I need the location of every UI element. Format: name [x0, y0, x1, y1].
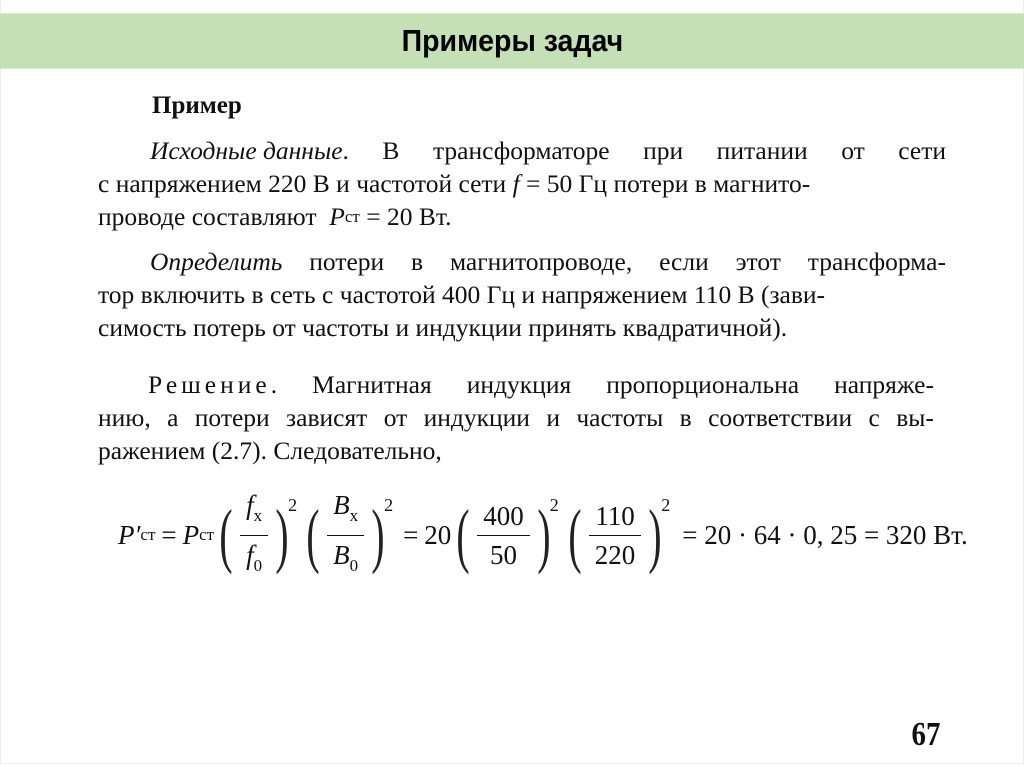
task-line-3: симость потерь от частоты и индукции принять квадратичной).: [98, 313, 788, 342]
solution-paragraph: [98, 368, 934, 467]
title-banner: [0, 13, 1024, 69]
given-line-1: Исходные данные. В трансформаторе при питании от сети: [150, 136, 946, 165]
given-paragraph: [98, 134, 946, 233]
given-line-2: с напряжением 220 В и частотой сети f = 50 Гц потери в магнито-: [98, 169, 811, 198]
solution-line-1: Решение. Магнитная индукция пропорциональна напряже-: [148, 370, 934, 399]
voltage-values: ( $\frac{110}{220}$ ) 2: [568, 494, 671, 575]
example-heading: Пример: [152, 92, 242, 119]
solution-line-3: ражением (2.7). Следовательно,: [98, 436, 442, 465]
task-paragraph: [98, 245, 946, 344]
task-line-1: Определить потери в магнитопроводе, если этот трансформа-: [150, 247, 946, 276]
formula-result: = 20 · 64 · 0, 25 = 320 Вт.: [682, 519, 968, 550]
frequency-values: ( $\frac{400}{50}$ ) 2: [456, 494, 559, 575]
task-label: Определить: [150, 247, 283, 276]
frequency-ratio: ( $\frac{f_x}{f_0}$ ) 2: [219, 489, 298, 575]
power-symbol: P: [329, 202, 345, 231]
solution-label: Решение: [148, 370, 271, 399]
page-number: 67: [911, 716, 941, 753]
task-line-2: тор включить в сеть с частотой 400 Гц и напряжением 110 В (зави-: [98, 280, 826, 309]
induction-ratio: ( $\frac{B_x}{B_0}$ ) 2: [306, 489, 394, 575]
given-label: Исходные данные: [150, 136, 343, 165]
solution-line-2: нию, а потери зависят от индукции и частоты в соответствии с вы-: [98, 403, 934, 432]
formula: P′ ст = P ст ( $\frac{f_x}{f_0}$ ) 2 ( $\frac{B_x}{B_0}$ ) 2 = 20 ( $\frac{400}{50}$ ) 2 ( $\frac{110}{220}$ ) 2 = 20 · 64 · 0, 25 = 320 Вт.: [118, 490, 968, 580]
slide-title: Примеры задач: [401, 23, 623, 58]
given-line-3: проводе составляют P ст = 20 Вт.: [98, 202, 452, 231]
frequency-symbol: f: [512, 169, 520, 198]
